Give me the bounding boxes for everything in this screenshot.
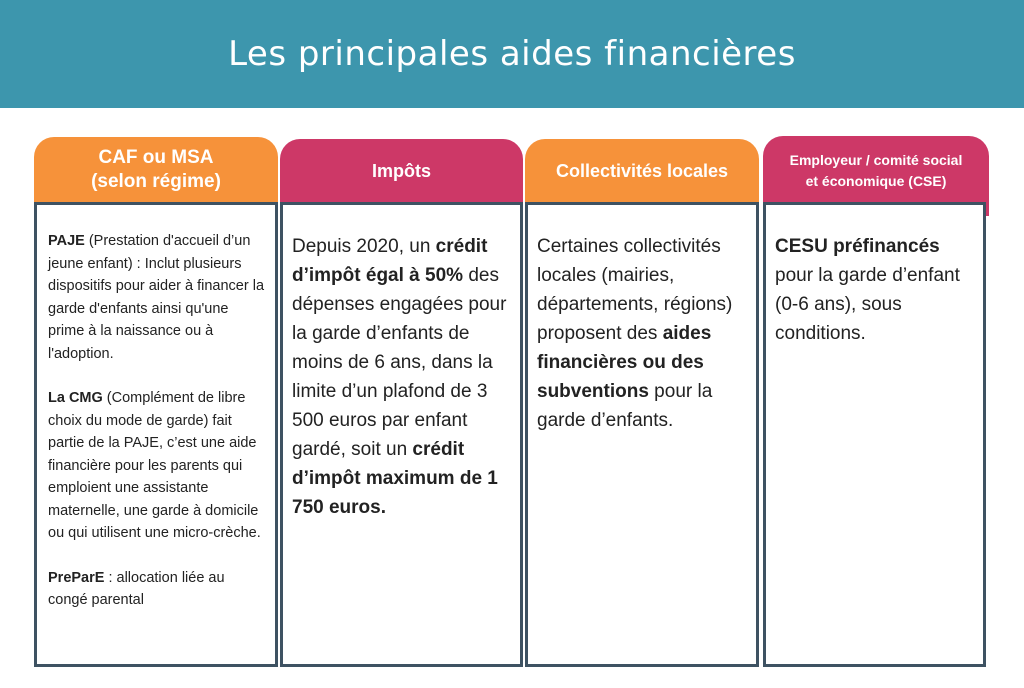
- tab-employeur-line2: et économique (CSE): [805, 173, 947, 189]
- page-title: Les principales aides financières: [228, 34, 796, 74]
- impots-text-part1: Depuis 2020, un: [292, 236, 436, 257]
- item-cmg-text: (Complément de libre choix du mode de garde) fait partie de la PAJE, c’est une aide financière pour les parents qui emploient une assistante maternelle, une garde à domicile ou qui utilisent une micro-crèche.: [48, 390, 261, 541]
- collectivites-text-part1: Certaines collectivités locales (mairies, départements, régions) proposent des: [537, 236, 733, 344]
- tab-caf-msa-line2: (selon régime): [91, 171, 221, 192]
- item-cmg-title: La CMG: [48, 390, 103, 406]
- card-collectivites: [525, 202, 759, 667]
- tab-caf-msa-line1: CAF ou MSA: [98, 147, 214, 168]
- collectivites-text: [537, 232, 748, 435]
- card-caf-msa: [34, 202, 278, 667]
- item-prepare: [48, 567, 265, 612]
- card-impots: [280, 202, 523, 667]
- impots-text: [292, 232, 512, 522]
- item-paje-text: (Prestation d'accueil d’un jeune enfant) : Inclut plusieurs dispositifs pour aider à financer la garde d'enfants ainsi qu'une prime à la naissance ou à l'adoption.: [48, 233, 265, 362]
- collectivites-highlight: aides financières ou des subventions: [537, 323, 712, 402]
- impots-highlight-1: crédit d’impôt égal à 50%: [292, 236, 488, 286]
- tab-impots-label: Impôts: [371, 160, 431, 181]
- impots-highlight-2: crédit d’impôt maximum de 1 750 euros.: [292, 439, 498, 518]
- item-cmg: [48, 387, 265, 545]
- card-employeur-cse: [763, 202, 986, 667]
- impots-text-part2: des dépenses engagées pour la garde d’enfants de moins de 6 ans, dans la limite d’un plafond de 3 500 euros par enfant gardé, soit un: [292, 265, 507, 460]
- item-paje: [48, 230, 265, 365]
- employeur-text: [775, 232, 975, 348]
- item-prepare-text: : allocation liée au congé parental: [48, 569, 225, 608]
- tab-employeur-line1: Employeur / comité social: [789, 152, 963, 168]
- header-banner: [0, 0, 1024, 108]
- employeur-highlight: CESU préfinancés: [775, 236, 940, 257]
- employeur-text-part1: pour la garde d’enfant (0-6 ans), sous conditions.: [775, 265, 960, 344]
- item-paje-title: PAJE: [48, 233, 85, 249]
- tab-collectivites-label: Collectivités locales: [555, 160, 729, 181]
- collectivites-text-part2: pour la garde d’enfants.: [537, 381, 713, 431]
- item-prepare-title: PreParE: [48, 569, 105, 586]
